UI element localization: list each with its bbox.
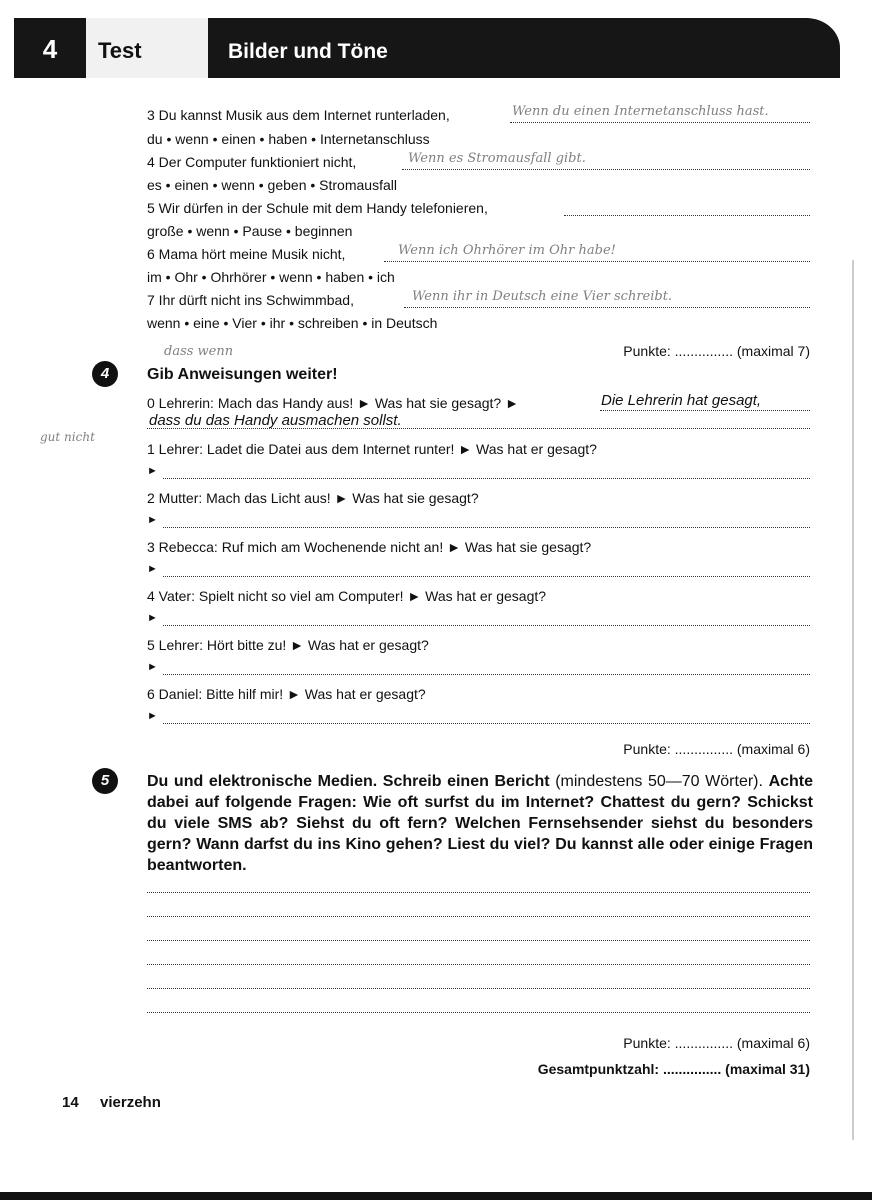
task3-item-5-words: große • wenn • Pause • beginnen xyxy=(147,223,353,239)
answer-line[interactable] xyxy=(510,122,810,123)
answer-line[interactable] xyxy=(163,674,810,675)
answer-line[interactable] xyxy=(402,169,810,170)
writing-line[interactable] xyxy=(147,988,810,989)
task3-item-3-sentence: 3 Du kannst Musik aus dem Internet runterladen, xyxy=(147,107,450,123)
task4-example-prompt: 0 Lehrerin: Mach das Handy aus! ► Was hat sie gesagt? ► xyxy=(147,395,519,411)
handwriting: Wenn es Stromausfall gibt. xyxy=(408,151,586,166)
handwriting: Wenn du einen Internetanschluss hast. xyxy=(512,104,769,119)
task3-item-3-words: du • wenn • einen • haben • Internetanschluss xyxy=(147,131,430,147)
task5-number-badge: 5 xyxy=(92,768,118,794)
answer-line[interactable] xyxy=(163,576,810,577)
task5-instructions xyxy=(147,771,813,876)
arrow-icon: ► xyxy=(147,563,158,575)
task5-bold-2: Achte dabei auf folgende Fragen: Wie oft surfst du im Internet? Chattest du gern? Schickst du viele SMS ab? Siehst du oft fern? Welchen Fernsehsender siehst du besonders gern? Wann darfst du ins Kino gehen? Liest du viel? Du kannst alle oder einige Fragen beantworten. xyxy=(147,773,814,874)
answer-line xyxy=(147,428,810,429)
task3-item-5-sentence: 5 Wir dürfen in der Schule mit dem Handy telefonieren, xyxy=(147,200,488,216)
handwriting-note: dass wenn xyxy=(164,344,234,359)
handwriting: Wenn ihr in Deutsch eine Vier schreibt. xyxy=(412,289,673,304)
task5-bold-1: Du und elektronische Medien. Schreib einen Bericht xyxy=(147,773,550,790)
binding-edge xyxy=(852,260,854,1140)
total-points: Gesamtpunktzahl: ............... (maximal 31) xyxy=(537,1061,810,1077)
task3-item-6-words: im • Ohr • Ohrhörer • wenn • haben • ich xyxy=(147,269,395,285)
task4-item-5-prompt: 5 Lehrer: Hört bitte zu! ► Was hat er gesagt? xyxy=(147,637,429,653)
arrow-icon: ► xyxy=(147,514,158,526)
task3-item-4-sentence: 4 Der Computer funktioniert nicht, xyxy=(147,154,357,170)
arrow-icon: ► xyxy=(147,465,158,477)
arrow-icon: ► xyxy=(147,612,158,624)
writing-line[interactable] xyxy=(147,964,810,965)
task4-example-answer-1: Die Lehrerin hat gesagt, xyxy=(601,392,762,409)
task4-item-1-prompt: 1 Lehrer: Ladet die Datei aus dem Internet runter! ► Was hat er gesagt? xyxy=(147,441,597,457)
page-number-word: vierzehn xyxy=(100,1094,161,1111)
page-title: Bilder und Töne xyxy=(228,40,388,63)
task3-item-6-sentence: 6 Mama hört meine Musik nicht, xyxy=(147,246,346,262)
arrow-icon: ► xyxy=(147,710,158,722)
task3-item-7-sentence: 7 Ihr dürft nicht ins Schwimmbad, xyxy=(147,292,354,308)
task4-item-6-prompt: 6 Daniel: Bitte hilf mir! ► Was hat er gesagt? xyxy=(147,686,426,702)
writing-line[interactable] xyxy=(147,940,810,941)
page-number: 14 xyxy=(62,1094,79,1111)
writing-line[interactable] xyxy=(147,892,810,893)
unit-number: 4 xyxy=(42,34,58,64)
answer-line xyxy=(600,410,810,411)
task4-item-2-prompt: 2 Mutter: Mach das Licht aus! ► Was hat sie gesagt? xyxy=(147,490,479,506)
task4-heading: Gib Anweisungen weiter! xyxy=(147,366,338,383)
answer-line[interactable] xyxy=(163,527,810,528)
answer-line[interactable] xyxy=(163,723,810,724)
task4-item-4-prompt: 4 Vater: Spielt nicht so viel am Computer! ► Was hat er gesagt? xyxy=(147,588,547,604)
arrow-icon: ► xyxy=(147,661,158,673)
handwriting: Wenn ich Ohrhörer im Ohr habe! xyxy=(398,243,616,258)
answer-line[interactable] xyxy=(163,478,810,479)
task5-points: Punkte: ............... (maximal 6) xyxy=(623,1035,810,1051)
writing-line[interactable] xyxy=(147,916,810,917)
task4-number-badge: 4 xyxy=(92,361,118,387)
answer-line[interactable] xyxy=(564,215,810,216)
answer-line[interactable] xyxy=(163,625,810,626)
task4-item-3-prompt: 3 Rebecca: Ruf mich am Wochenende nicht an! ► Was hat sie gesagt? xyxy=(147,539,592,555)
task4-points: Punkte: ............... (maximal 6) xyxy=(623,741,810,757)
test-label-box xyxy=(86,18,208,78)
task3-item-4-words: es • einen • wenn • geben • Stromausfall xyxy=(147,177,397,193)
margin-note: gut nicht xyxy=(40,430,95,444)
test-label: Test xyxy=(98,38,142,63)
scan-edge xyxy=(0,1192,872,1200)
answer-line[interactable] xyxy=(404,307,810,308)
task3-points: Punkte: ............... (maximal 7) xyxy=(623,343,810,359)
task4-example-answer-2: dass du das Handy ausmachen sollst. xyxy=(149,412,402,429)
writing-line[interactable] xyxy=(147,1012,810,1013)
task3-item-7-words: wenn • eine • Vier • ihr • schreiben • in Deutsch xyxy=(147,315,438,331)
task5-word-count: (mindestens 50—70 Wörter). xyxy=(549,773,769,790)
answer-line[interactable] xyxy=(384,261,810,262)
